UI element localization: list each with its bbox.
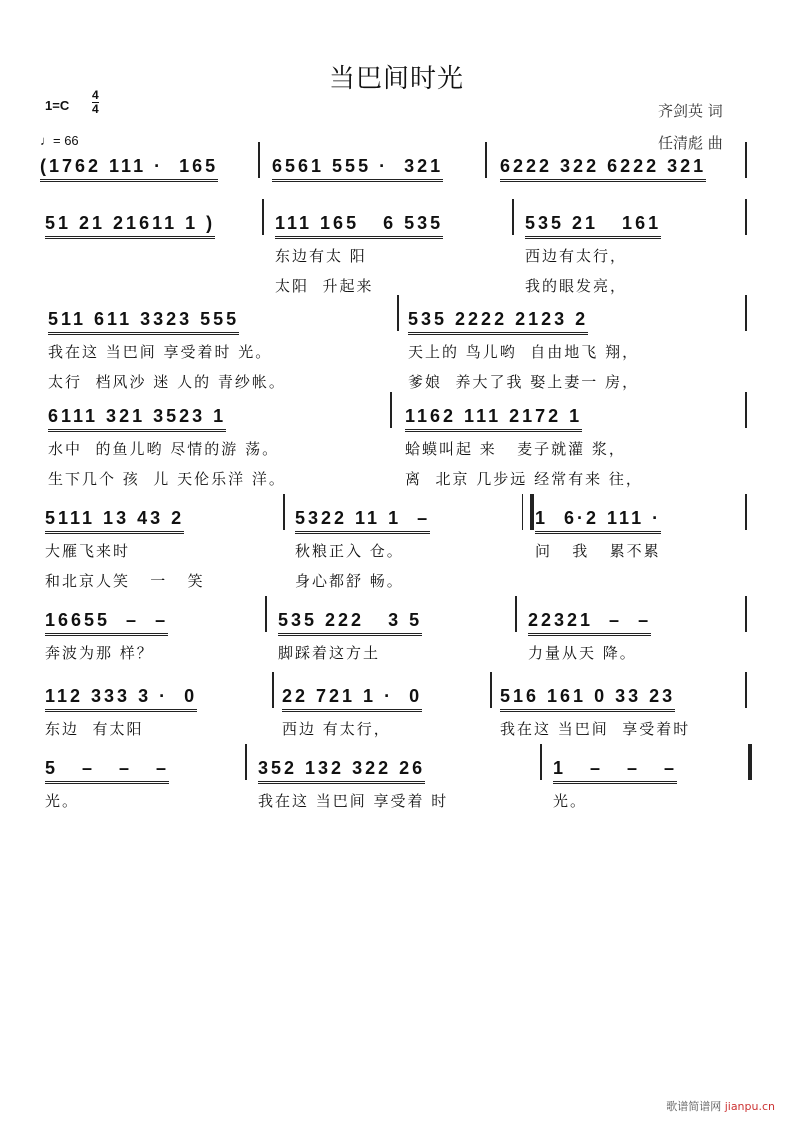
barline	[262, 199, 264, 235]
measure	[275, 213, 443, 239]
key-signature: 1=C	[45, 98, 70, 113]
measure	[45, 610, 168, 636]
barline	[540, 744, 542, 780]
measure-notes: 5 – – –	[45, 758, 169, 784]
watermark-url: jianpu.cn	[724, 1100, 775, 1113]
measure-notes: 1 – – –	[553, 758, 677, 784]
watermark	[666, 1098, 775, 1114]
lyric-verse-1: 问 我 累不累	[535, 542, 661, 560]
measure-notes: (1762 111 · 165	[40, 156, 218, 182]
barline	[283, 494, 285, 530]
score-line	[0, 758, 793, 818]
lyric-verse-1: 奔波为那 样？	[45, 644, 154, 662]
lyric-verse-1: 光。	[45, 792, 80, 810]
measure	[45, 758, 169, 784]
measure	[278, 610, 422, 636]
time-signature-top: 4	[92, 88, 99, 102]
measure	[40, 156, 218, 182]
barline	[512, 199, 514, 235]
time-signature	[92, 89, 99, 116]
barline	[485, 142, 487, 178]
lyric-verse-2: 离 北京 几步远 经常有来 往，	[405, 470, 643, 488]
lyric-verse-1: 大雁飞来时	[45, 542, 131, 560]
measure-notes: 1 6·2 111 ·	[535, 508, 661, 534]
composer-credit: 任清彪 曲	[658, 134, 723, 152]
lyric-verse-2: 我的眼发亮，	[525, 277, 628, 295]
measure	[525, 213, 661, 239]
measure	[535, 508, 661, 534]
measure-notes: 5322 11 1 –	[295, 508, 430, 534]
barline	[745, 494, 747, 530]
watermark-site: 歌谱简谱网	[666, 1100, 722, 1113]
measure-notes: 1162 111 2172 1	[405, 406, 582, 432]
lyricist-credit: 齐剑英 词	[658, 102, 723, 120]
lyric-verse-2: 爹娘 养大了我 娶上妻一 房，	[408, 373, 640, 391]
lyric-verse-1: 水中 的鱼儿哟 尽情的游 荡。	[48, 440, 280, 458]
barline	[258, 142, 260, 178]
score-line	[0, 156, 793, 216]
measure-notes: 22 721 1 · 0	[282, 686, 422, 712]
measure-notes: 6561 555 · 321	[272, 156, 443, 182]
tempo-marking: ♩= 66	[40, 133, 79, 148]
measure	[272, 156, 443, 182]
score-line	[0, 309, 793, 391]
barline	[745, 672, 747, 708]
barline	[265, 596, 267, 632]
measure	[258, 758, 425, 784]
lyric-verse-1: 东边有太 阳	[275, 247, 367, 265]
score-line	[0, 508, 793, 590]
measure-notes: 16655 – –	[45, 610, 168, 636]
barline	[745, 392, 747, 428]
lyric-verse-1: 天上的 鸟儿哟 自由地飞 翔，	[408, 343, 640, 361]
lyric-verse-1: 东边 有太阳	[45, 720, 144, 738]
score-line	[0, 406, 793, 488]
barline	[490, 672, 492, 708]
barline	[390, 392, 392, 428]
measure	[45, 508, 184, 534]
lyric-verse-1: 力量从天 降。	[528, 644, 637, 662]
measure	[45, 213, 215, 239]
lyric-verse-1: 光。	[553, 792, 588, 810]
measure	[500, 156, 706, 182]
measure-notes: 111 165 6 535	[275, 213, 443, 239]
barline	[745, 142, 747, 178]
barline	[745, 295, 747, 331]
measure-notes: 51 21 21611 1 )	[45, 213, 215, 239]
barline	[515, 596, 517, 632]
measure	[295, 508, 430, 534]
measure-notes: 535 222 3 5	[278, 610, 422, 636]
measure-notes: 535 21 161	[525, 213, 661, 239]
lyric-verse-1: 我在这 当巴间 享受着 时	[258, 792, 449, 810]
barline	[397, 295, 399, 331]
score-line	[0, 686, 793, 746]
score-line	[0, 610, 793, 670]
measure	[528, 610, 651, 636]
measure-notes: 112 333 3 · 0	[45, 686, 197, 712]
lyric-verse-1: 秋粮正入 仓。	[295, 542, 404, 560]
lyric-verse-2: 太阳 升起来	[275, 277, 374, 295]
lyric-verse-2: 身心都舒 畅。	[295, 572, 404, 590]
barline	[745, 596, 747, 632]
measure-notes: 6111 321 3523 1	[48, 406, 226, 432]
measure	[553, 758, 677, 784]
measure	[45, 686, 197, 712]
repeat-barline	[522, 494, 534, 530]
final-barline	[748, 744, 752, 780]
measure	[48, 309, 239, 335]
score-line	[0, 213, 793, 295]
measure	[408, 309, 588, 335]
measure	[500, 686, 675, 712]
lyric-verse-1: 脚踩着这方土	[278, 644, 381, 662]
measure-notes: 511 611 3323 555	[48, 309, 239, 335]
lyric-verse-1: 蛤蟆叫起 来 麦子就灌 浆，	[405, 440, 626, 458]
time-signature-bottom: 4	[92, 102, 99, 116]
lyric-verse-1: 我在这 当巴间 享受着时 光。	[48, 343, 273, 361]
barline	[745, 199, 747, 235]
measure-notes: 516 161 0 33 23	[500, 686, 675, 712]
song-title: 当巴间时光	[328, 64, 464, 94]
lyric-verse-2: 太行 档风沙 迷 人的 青纱帐。	[48, 373, 286, 391]
measure-notes: 5111 13 43 2	[45, 508, 184, 534]
lyric-verse-1: 西边有太行，	[525, 247, 628, 265]
lyric-verse-2: 和北京人笑 一 笑	[45, 572, 205, 590]
barline	[272, 672, 274, 708]
lyric-verse-1: 西边 有太行，	[282, 720, 391, 738]
measure	[405, 406, 582, 432]
measure-notes: 352 132 322 26	[258, 758, 425, 784]
measure	[48, 406, 226, 432]
lyric-verse-1: 我在这 当巴间 享受着时	[500, 720, 691, 738]
measure-notes: 535 2222 2123 2	[408, 309, 588, 335]
measure-notes: 22321 – –	[528, 610, 651, 636]
lyric-verse-2: 生下几个 孩 儿 天伦乐洋 洋。	[48, 470, 286, 488]
measure	[282, 686, 422, 712]
barline	[245, 744, 247, 780]
measure-notes: 6222 322 6222 321	[500, 156, 706, 182]
